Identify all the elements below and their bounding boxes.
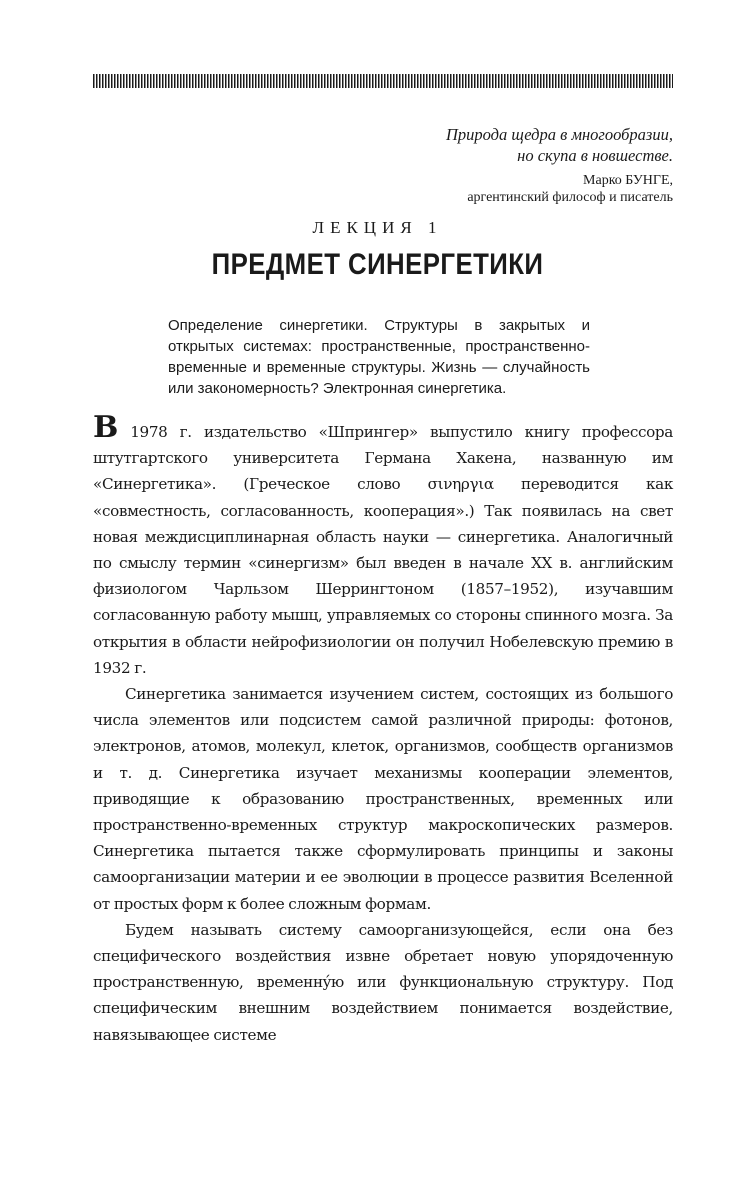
epigraph-author-name: Марко БУНГЕ,	[583, 173, 673, 188]
paragraph-1-text: 1978 г. издательство «Шпрингер» выпустило книгу профессора штутгартского университета Германа Хакена, названную им «Синергетика». (Греческое слово σινηργια переводится как «совместность, согласованность, кооперация».) Так появилась на свет новая междисциплинарная область науки — синергетика. Аналогичный по смыслу термин «синергизм» был введен в начале XX в. английским физиологом Чарльзом Шеррингтоном (1857–1952), изучавшим согласованную работу мышц, управляемых со стороны спинного мозга. За открытия в области нейрофизиологии он получил Нобелевскую премию в 1932 г.	[93, 423, 673, 677]
paragraph-2: Синергетика занимается изучением систем, состоящих из большого числа элементов или подсистем самой различной природы: фотонов, электронов, атомов, молекул, клеток, организмов, сообществ организмов и т. д. Синергетика изучает механизмы кооперации элементов, приводящие к образованию пространственных, временных или пространственно-временных структур макроскопических размеров. Синергетика пытается также сформулировать принципы и законы самоорганизации материи и ее эволюции в процессе развития Вселенной от простых форм к более сложным формам.	[93, 685, 673, 913]
epigraph-line-1: Природа щедра в многообразии,	[445, 125, 673, 144]
epigraph-author-description: аргентинский философ и писатель	[467, 190, 673, 205]
paragraph-1	[93, 410, 673, 681]
epigraph-line-2: но скупа в новшестве.	[517, 146, 673, 165]
body-text	[93, 410, 673, 1048]
epigraph	[253, 124, 673, 206]
header-rule	[93, 74, 673, 88]
lecture-label: ЛЕКЦИЯ 1	[312, 218, 443, 237]
lecture-title: ПРЕДМЕТ СИНЕРГЕТИКИ	[211, 248, 544, 281]
drop-cap: В	[93, 410, 119, 445]
paragraph-3: Будем называть систему самоорганизующейся, если она без специфического воздействия извне обретает новую упорядоченную пространственную, временнýю или функциональную структуру. Под специфическим внешним воздействием понимается воздействие, навязывающее системе	[93, 920, 673, 1044]
lecture-abstract: Определение синергетики. Структуры в закрытых и открытых системах: пространственные, пространственно-временные и временные структуры. Жизнь — случайность или закономерность? Электронная синергетика.	[168, 317, 590, 397]
